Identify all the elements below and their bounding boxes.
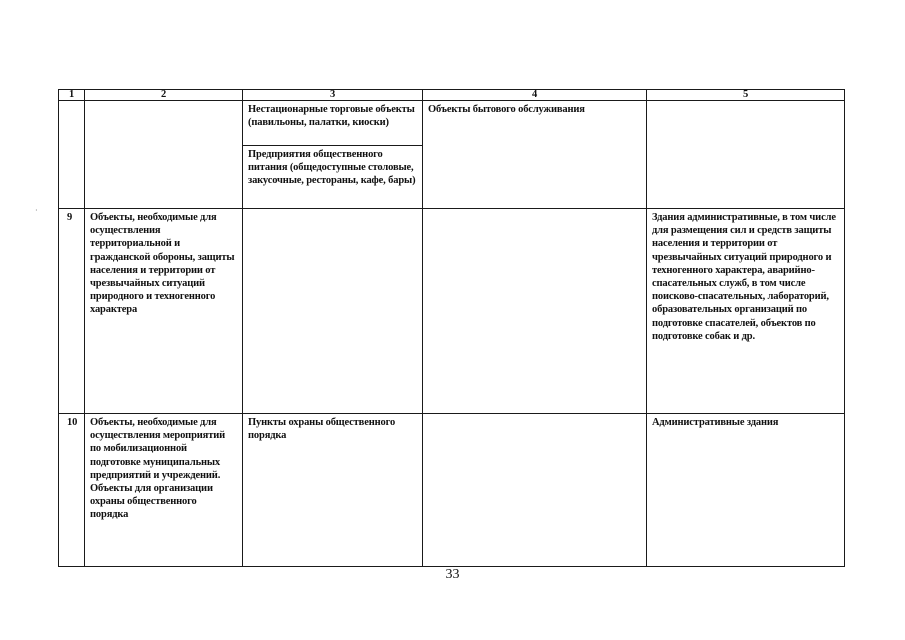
column-3-cell (243, 101, 423, 209)
table-row (59, 414, 845, 567)
header-cell: 1 (59, 90, 85, 101)
header-cell: 3 (243, 90, 423, 101)
row-number-cell (59, 101, 85, 209)
page-number: 33 (445, 567, 460, 582)
table-header-row (59, 90, 845, 101)
table-row (59, 209, 845, 414)
column-5-cell: Административные здания (647, 414, 845, 567)
land-use-table (58, 89, 845, 567)
column-5-cell (647, 101, 845, 209)
subcell-kiosks: Нестационарные торговые объекты (павильоны, палатки, киоски) (243, 101, 422, 146)
column-3-cell: Пункты охраны общественного порядка (243, 414, 423, 567)
column-5-cell: Здания административные, в том числе для размещения сил и средств защиты населения и территории от чрезвычайных ситуаций природного и техногенного характера, аварийно-спасательных служб, в том числе поисково-спасательных, лабораторий, образовательных организаций по подготовке спасателей, объектов по подготовке собак и др. (647, 209, 845, 414)
object-type-cell: Объекты, необходимые для осуществления мероприятий по мобилизационной подготовке муниципальных предприятий и учреждений. Объекты для организации охраны общественного порядка (85, 414, 243, 567)
column-4-cell (423, 209, 647, 414)
column-3-cell (243, 209, 423, 414)
column-4-cell: Объекты бытового обслуживания (423, 101, 647, 209)
column-4-cell (423, 414, 647, 567)
margin-mark: · (35, 206, 38, 215)
object-type-cell (85, 101, 243, 209)
header-cell: 4 (423, 90, 647, 101)
row-number-cell: 10 (59, 414, 85, 567)
header-cell: 5 (647, 90, 845, 101)
header-cell: 2 (85, 90, 243, 101)
row-number-cell: 9 (59, 209, 85, 414)
table-row (59, 101, 845, 209)
subcell-catering: Предприятия общественного питания (общедоступные столовые, закусочные, рестораны, кафе, бары) (248, 149, 416, 187)
object-type-cell: Объекты, необходимые для осуществления территориальной и гражданской обороны, защиты населения и территории от чрезвычайных ситуаций природного и техногенного характера (85, 209, 243, 414)
